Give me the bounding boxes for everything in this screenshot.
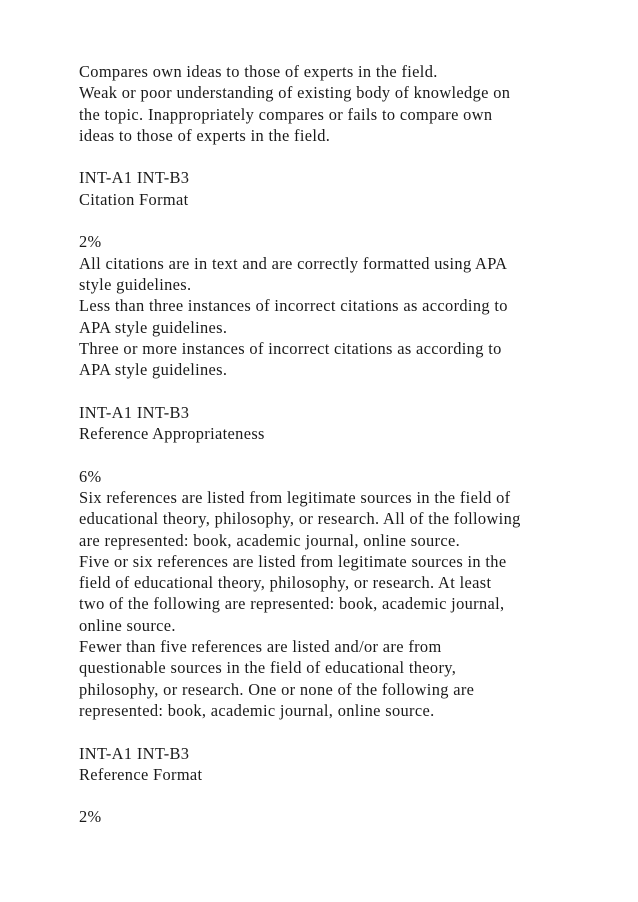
text-line: Three or more instances of incorrect citations as according to — [79, 338, 502, 358]
blank-line — [79, 721, 618, 742]
text-line: two of the following are represented: book, academic journal, — [79, 594, 505, 614]
text-line: the topic. Inappropriately compares or fails to compare own — [79, 104, 493, 124]
text-line: represented: book, academic journal, online source. — [79, 700, 435, 720]
text-line: INT-A1 INT-B3 — [79, 168, 190, 188]
text-line: Six references are listed from legitimate sources in the field of — [79, 487, 511, 507]
text-line: APA style guidelines. — [79, 360, 228, 380]
document-text-body — [79, 61, 618, 828]
text-line: ideas to those of experts in the field. — [79, 125, 331, 145]
text-line: INT-A1 INT-B3 — [79, 743, 190, 763]
text-line: Compares own ideas to those of experts in the field. — [79, 62, 438, 81]
text-line: 2% — [79, 807, 102, 827]
blank-line — [79, 785, 618, 806]
text-line: are represented: book, academic journal, online source. — [79, 530, 461, 550]
text-line: field of educational theory, philosophy, or research. At least — [79, 573, 492, 593]
text-line: Less than three instances of incorrect citations as according to — [79, 296, 508, 316]
blank-line — [79, 210, 618, 231]
text-line: 2% — [79, 232, 102, 252]
blank-line — [79, 380, 618, 401]
text-line: Citation Format — [79, 189, 189, 209]
text-line: Weak or poor understanding of existing body of knowledge on — [79, 83, 511, 103]
text-line: All citations are in text and are correctly formatted using APA — [79, 253, 508, 273]
text-line: Fewer than five references are listed and/or are from — [79, 637, 442, 657]
text-line: 6% — [79, 466, 102, 486]
text-line: online source. — [79, 615, 176, 635]
text-line: INT-A1 INT-B3 — [79, 402, 190, 422]
text-line: Reference Appropriateness — [79, 424, 265, 444]
text-line: philosophy, or research. One or none of the following are — [79, 679, 475, 699]
blank-line — [79, 146, 618, 167]
text-line: educational theory, philosophy, or research. All of the following — [79, 509, 521, 529]
text-line: Five or six references are listed from legitimate sources in the — [79, 551, 507, 571]
blank-line — [79, 444, 618, 465]
text-line: style guidelines. — [79, 274, 192, 294]
text-line: APA style guidelines. — [79, 317, 228, 337]
text-line: questionable sources in the field of educational theory, — [79, 658, 457, 678]
text-line: Reference Format — [79, 764, 203, 784]
